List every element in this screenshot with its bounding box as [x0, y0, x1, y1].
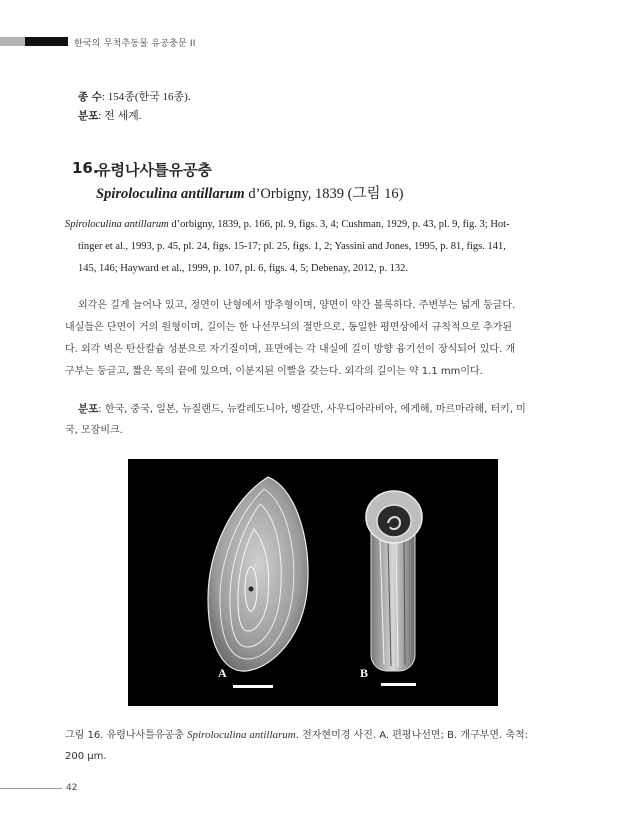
page-number: 42 [66, 783, 78, 793]
distribution-world-value: : 전 세계. [98, 110, 142, 122]
figure-caption-line-1 [65, 728, 528, 743]
section-number: 16. [72, 159, 99, 177]
species-count-label: 종 수 [78, 91, 102, 103]
caption-suffix: . 전자현미경 사진. A. 편평나선면; B. 개구부면. 축척: [295, 730, 529, 741]
figure-label-a: A [218, 666, 227, 680]
scale-bar-a [233, 685, 273, 688]
synonymy-line-1 [65, 218, 510, 232]
running-title: 한국의 무척추동물 유공충문 II [74, 39, 196, 49]
distribution-line-1 [78, 402, 526, 417]
specimen-a-shell [208, 477, 308, 671]
description-line-1: 외각은 길게 늘어나 있고, 정면이 난형에서 방추형이며, 양면이 약간 볼록하다. 주변부는 넓게 둥글다. [78, 300, 516, 311]
description-line-2: 내실들은 단면이 거의 원형이며, 길이는 한 나선무늬의 절반으로, 동일한 평면상에서 규칙적으로 추가된 [65, 322, 513, 333]
section-korean-name: 유령나사틀유공충 [96, 161, 212, 179]
figure-caption-line-2: 200 μm. [65, 751, 107, 762]
caption-sci-name: Spiroloculina antillarum [187, 729, 296, 741]
caption-prefix: 그림 16. 유령나사틀유공충 [65, 730, 188, 741]
figure-label-b: B [360, 666, 369, 680]
distribution-line-2: 국, 모잠비크. [65, 425, 123, 436]
description-line-4: 구부는 둥글고, 짧은 목의 끝에 있으며, 이분지된 이빨을 갖는다. 외각의 길이는 약 1.1 mm이다. [65, 366, 483, 377]
synonymy-line-3: 145, 146; Hayward et al., 1999, p. 107, pl. 6, figs. 4, 5; Debenay, 2012, p. 132. [78, 263, 409, 274]
distribution-world-label: 분포 [78, 110, 99, 122]
synonymy-line-2: tinger et al., 1993, p. 45, pl. 24, figs. 15-17; pl. 25, figs. 1, 2; Yassini and Jones, 1995, p. 81, figs. 141, [78, 241, 506, 252]
scale-bar-b [381, 683, 416, 686]
sem-micrograph-figure [128, 459, 498, 706]
description-line-3: 다. 외각 벽은 탄산칼슘 성분으로 자기질이며, 표면에는 각 내실에 길이 방향 융기선이 장식되어 있다. 개 [65, 344, 516, 355]
distribution-label: 분포 [78, 403, 99, 415]
synonymy-line-1-text: d’orbigny, 1839, p. 166, pl. 9, figs. 3, 4; Cushman, 1929, p. 43, pl. 9, fig. 3; Hot- [168, 219, 510, 230]
section-scientific-name: Spiroloculina antillarum [96, 186, 245, 202]
section-figure-ref: (그림 16) [347, 186, 404, 202]
distribution-line-1-text: : 한국, 중국, 일본, 뉴질랜드, 뉴칼레도니아, 벵갈만, 사우디아라비아, 에게해, 마르마라해, 터키, 미 [98, 404, 526, 415]
species-count-value: : 154종(한국 16종). [101, 91, 191, 103]
section-scientific-heading [96, 182, 403, 203]
header-accent-bar-grey [0, 37, 25, 46]
footer-rule [0, 788, 62, 789]
distribution-world [78, 109, 141, 123]
species-count [78, 90, 191, 104]
synonymy-sci-name: Spiroloculina antillarum [65, 219, 169, 230]
specimen-b-shell [366, 491, 422, 671]
section-author-year: d’Orbigny, 1839 [244, 186, 345, 202]
header-accent-bar-black [25, 37, 68, 46]
